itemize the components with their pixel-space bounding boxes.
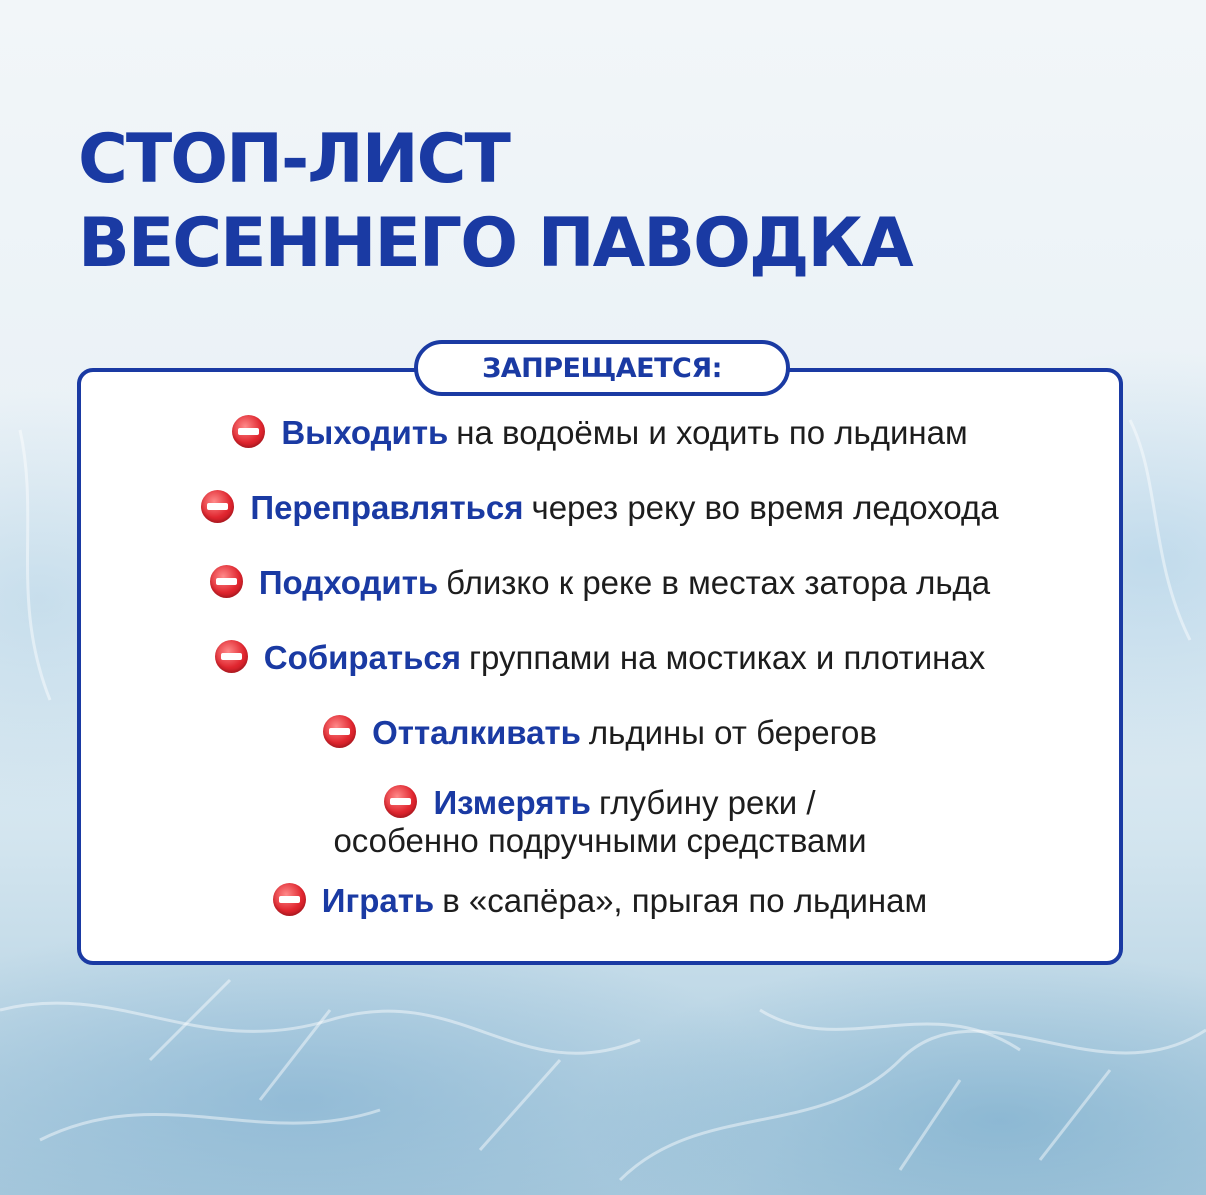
list-item [81,784,1119,860]
list-item [81,414,1119,452]
prohibitions-list [81,396,1119,920]
item-text: близко к реке в местах затора льда [446,564,991,601]
item-keyword: Отталкивать [372,714,581,751]
item-text-continuation: особенно подручными средствами [333,822,867,859]
no-entry-icon [273,883,306,916]
item-keyword: Подходить [258,564,439,601]
no-entry-icon [201,490,234,523]
list-item [81,882,1119,920]
title-line-2: ВЕСЕННЕГО ПАВОДКА [78,204,912,283]
no-entry-icon [210,565,243,598]
item-text: льдины от берегов [588,714,877,751]
list-item [81,714,1119,752]
item-keyword: Переправляться [250,489,524,526]
title-line-1: СТОП-ЛИСТ [78,120,509,199]
no-entry-icon [215,640,248,673]
item-keyword: Собираться [263,639,461,676]
no-entry-icon [323,715,356,748]
list-item [81,564,1119,602]
item-text: на водоёмы и ходить по льдинам [456,414,968,451]
item-text: группами на мостиках и плотинах [468,639,986,676]
item-text: через реку во время ледохода [531,489,999,526]
list-item [81,639,1119,677]
no-entry-icon [232,415,265,448]
item-keyword: Выходить [281,414,449,451]
item-text: глубину реки / [598,784,816,821]
page-title [78,118,912,286]
item-keyword: Играть [321,882,435,919]
item-text: в «сапёра», прыгая по льдинам [442,882,928,919]
prohibited-label: ЗАПРЕЩАЕТСЯ: [414,340,790,396]
list-item [81,489,1119,527]
item-keyword: Измерять [433,784,591,821]
no-entry-icon [384,785,417,818]
